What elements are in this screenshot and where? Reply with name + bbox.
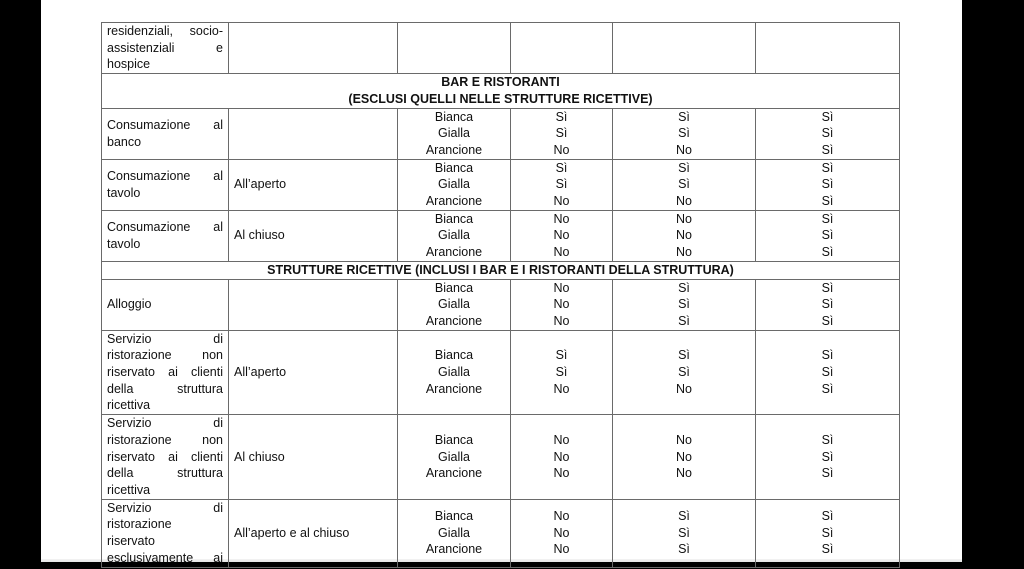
value-cell-a: [511, 330, 613, 415]
value-cell-a: [511, 23, 613, 74]
section-header-row: [102, 74, 900, 108]
permission-value: No: [676, 466, 692, 481]
permission-value: Sì: [555, 348, 568, 363]
permission-value: No: [676, 432, 692, 447]
section-title: [102, 74, 900, 108]
value-cell-c: [756, 330, 900, 415]
zone-label: Arancione: [425, 245, 483, 260]
zone-label: Arancione: [425, 142, 483, 157]
table-row: [102, 499, 900, 567]
activity-line: ristorazione non: [107, 432, 223, 447]
value-cell-a: [511, 415, 613, 500]
permission-value: No: [676, 194, 692, 209]
permission-value: No: [553, 211, 570, 226]
activity-cell: [102, 330, 229, 415]
activity-line: della struttura: [107, 466, 223, 481]
zone-label: Bianca: [434, 211, 474, 226]
activity-cell: [102, 499, 229, 567]
permission-value: No: [553, 313, 570, 328]
activity-cell: [102, 23, 229, 74]
permission-value: No: [676, 245, 692, 260]
section-title-line: STRUTTURE RICETTIVE (INCLUSI I BAR E I RISTORANTI DELLA STRUTTURA): [267, 262, 734, 277]
permission-value: No: [553, 466, 570, 481]
permission-value: No: [553, 228, 570, 243]
activity-line: riservato ai clienti: [107, 449, 223, 464]
value-cell-c: [756, 159, 900, 210]
zone-label: Gialla: [438, 297, 470, 312]
permission-value: Sì: [821, 313, 834, 328]
permission-value: No: [553, 542, 570, 557]
permission-value: Sì: [678, 525, 690, 540]
table-row: [102, 108, 900, 159]
value-cell-c: [756, 415, 900, 500]
activity-line: Consumazione al: [107, 117, 223, 132]
permission-value: Sì: [821, 280, 834, 295]
activity-line: esclusivamente ai: [107, 550, 223, 565]
permission-value: Sì: [678, 365, 690, 380]
section-title-line: BAR E RISTORANTI: [441, 75, 560, 90]
value-cell-c: [756, 210, 900, 261]
permission-value: Sì: [555, 160, 568, 175]
zone-cell: [398, 108, 511, 159]
permission-value: Sì: [821, 245, 834, 260]
permission-value: No: [553, 449, 570, 464]
activity-line: tavolo: [107, 236, 141, 251]
setting-cell: [229, 279, 398, 330]
permission-value: Sì: [678, 160, 690, 175]
zone-cell: [398, 330, 511, 415]
section-title-line: (ESCLUSI QUELLI NELLE STRUTTURE RICETTIVE): [348, 91, 653, 106]
permission-value: No: [553, 245, 570, 260]
zone-cell: [398, 499, 511, 567]
permission-value: Sì: [821, 525, 834, 540]
zone-label: Gialla: [438, 177, 470, 192]
activity-line: hospice: [107, 57, 151, 72]
value-cell-c: [756, 499, 900, 567]
zone-cell: [398, 415, 511, 500]
zone-label: Bianca: [434, 348, 474, 363]
zone-label: Arancione: [425, 466, 483, 481]
activity-cell: [102, 279, 229, 330]
permission-value: Sì: [821, 509, 834, 524]
permission-value: Sì: [678, 313, 690, 328]
zone-cell: [398, 159, 511, 210]
table-row: [102, 279, 900, 330]
value-cell-a: [511, 279, 613, 330]
zone-cell: [398, 210, 511, 261]
zone-label: Gialla: [438, 365, 470, 380]
zone-label: Arancione: [425, 381, 483, 396]
value-cell-b: [613, 415, 756, 500]
activity-line: banco: [107, 134, 142, 149]
activity-line: ricettiva: [107, 398, 151, 413]
permission-value: No: [553, 432, 570, 447]
activity-cell: [102, 108, 229, 159]
permission-value: Sì: [678, 542, 690, 557]
activity-line: riservato: [107, 534, 155, 549]
permission-value: Sì: [821, 109, 834, 124]
value-cell-b: [613, 159, 756, 210]
activity-line: Consumazione al: [107, 220, 223, 235]
setting-cell: [229, 23, 398, 74]
zone-label: Arancione: [425, 542, 483, 557]
permission-value: Sì: [678, 348, 690, 363]
activity-cell: [102, 210, 229, 261]
value-cell-b: [613, 499, 756, 567]
permission-value: Sì: [821, 142, 834, 157]
setting-cell: All’aperto e al chiuso: [229, 499, 398, 567]
zone-label: Gialla: [438, 126, 470, 141]
activity-line: ristorazione non: [107, 348, 223, 363]
permission-value: No: [676, 228, 692, 243]
zone-label: Bianca: [434, 509, 474, 524]
activity-line: assistenziali e: [107, 40, 223, 55]
permission-value: Sì: [678, 280, 690, 295]
value-cell-c: [756, 279, 900, 330]
permission-value: No: [553, 142, 570, 157]
activity-line: Servizio di: [107, 500, 223, 515]
table-row: [102, 330, 900, 415]
activity-line: Alloggio: [107, 297, 152, 312]
value-cell-b: [613, 210, 756, 261]
zone-cell: [398, 23, 511, 74]
zone-label: Arancione: [425, 313, 483, 328]
permission-value: Sì: [555, 109, 568, 124]
permission-value: No: [676, 211, 692, 226]
zone-label: Gialla: [438, 525, 470, 540]
zone-label: Bianca: [434, 432, 474, 447]
permission-value: No: [553, 525, 570, 540]
permission-value: No: [676, 449, 692, 464]
activity-line: ristorazione: [107, 517, 172, 532]
activity-line: tavolo: [107, 185, 141, 200]
permission-value: Sì: [821, 228, 834, 243]
permission-value: No: [676, 381, 692, 396]
rules-table: [101, 22, 900, 568]
permission-value: Sì: [678, 297, 690, 312]
setting-cell: All’aperto: [229, 159, 398, 210]
setting-cell: All’aperto: [229, 330, 398, 415]
activity-line: della struttura: [107, 381, 223, 396]
permission-value: Sì: [821, 297, 834, 312]
activity-line: residenziali, socio-: [107, 24, 223, 38]
setting-cell: Al chiuso: [229, 210, 398, 261]
table-row: [102, 159, 900, 210]
permission-value: Sì: [678, 509, 690, 524]
permission-value: No: [553, 280, 570, 295]
permission-value: Sì: [678, 177, 690, 192]
permission-value: No: [676, 142, 692, 157]
permission-value: Sì: [821, 449, 834, 464]
section-header-row: [102, 261, 900, 279]
activity-line: Servizio di: [107, 416, 223, 431]
zone-cell: [398, 279, 511, 330]
permission-value: Sì: [821, 126, 834, 141]
permission-value: Sì: [821, 348, 834, 363]
value-cell-b: [613, 23, 756, 74]
zone-label: Bianca: [434, 280, 474, 295]
activity-line: Consumazione al: [107, 168, 223, 183]
zone-label: Arancione: [425, 194, 483, 209]
permission-value: Sì: [821, 194, 834, 209]
activity-line: ricettiva: [107, 482, 151, 497]
permission-value: Sì: [555, 365, 568, 380]
permission-value: Sì: [821, 432, 834, 447]
zone-label: Bianca: [434, 109, 474, 124]
permission-value: Sì: [555, 126, 568, 141]
value-cell-b: [613, 279, 756, 330]
permission-value: No: [553, 297, 570, 312]
permission-value: No: [553, 194, 570, 209]
value-cell-c: [756, 23, 900, 74]
value-cell-b: [613, 330, 756, 415]
permission-value: Sì: [821, 542, 834, 557]
permission-value: No: [553, 509, 570, 524]
permission-value: Sì: [821, 466, 834, 481]
permission-value: Sì: [821, 177, 834, 192]
table-row: [102, 210, 900, 261]
value-cell-a: [511, 210, 613, 261]
zone-label: Gialla: [438, 228, 470, 243]
zone-label: Gialla: [438, 449, 470, 464]
value-cell-c: [756, 108, 900, 159]
setting-cell: [229, 108, 398, 159]
permission-value: Sì: [821, 365, 834, 380]
permission-value: Sì: [678, 109, 690, 124]
permission-value: Sì: [555, 177, 568, 192]
table-row: [102, 23, 900, 74]
setting-cell: Al chiuso: [229, 415, 398, 500]
zone-label: Bianca: [434, 160, 474, 175]
section-title: [102, 261, 900, 279]
value-cell-a: [511, 108, 613, 159]
permission-value: Sì: [678, 126, 690, 141]
activity-cell: [102, 159, 229, 210]
activity-line: riservato ai clienti: [107, 365, 223, 380]
permission-value: No: [553, 381, 570, 396]
value-cell-b: [613, 108, 756, 159]
value-cell-a: [511, 499, 613, 567]
activity-line: Servizio di: [107, 331, 223, 346]
table-row: [102, 415, 900, 500]
permission-value: Sì: [821, 211, 834, 226]
permission-value: Sì: [821, 160, 834, 175]
permission-value: Sì: [821, 381, 834, 396]
activity-cell: [102, 415, 229, 500]
value-cell-a: [511, 159, 613, 210]
